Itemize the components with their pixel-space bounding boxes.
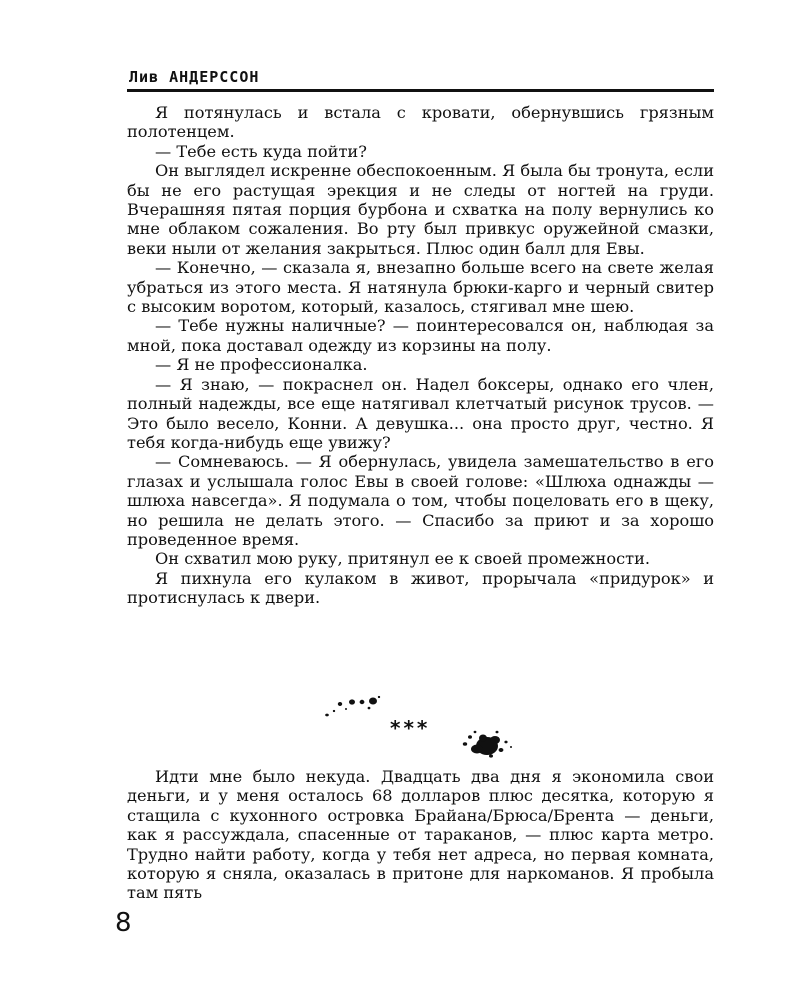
paragraph: — Тебе нужны наличные? — поинтересовался он, наблюдая за мной, пока доставал одежду из корзины на полу. <box>127 316 714 355</box>
paragraph: Я пихнула его кулаком в живот, прорычала «придурок» и протиснулась к двери. <box>127 568 714 608</box>
paragraph: — Конечно, — сказала я, внезапно больше всего на свете желая убраться из этого места. Я натянула брюки-карго и черный свитер с высоким воротом, который, казалось, стягивал мне шею. <box>127 258 714 317</box>
section-stars: *** <box>390 716 431 740</box>
paragraph: Он схватил мою руку, притянул ее к своей промежности. <box>155 549 651 569</box>
running-head: Лив АНДЕРССОН <box>129 68 260 86</box>
paragraph: — Тебе есть куда пойти? <box>155 141 367 161</box>
section-break <box>315 690 515 760</box>
paragraph: Он выглядел искренне обеспокоенным. Я была бы тронута, если бы не его растущая эрекция и не следы от ногтей на груди. Вчерашняя пятая порция бурбона и схватка на полу вернулись ко мне облаком сожаления. Во рту был привкус оружейной смазки, веки ныли от желания закрыться. Плюс один балл для Евы. <box>127 161 714 258</box>
body-text-before-break <box>127 103 714 608</box>
body-text-after-break <box>127 767 714 903</box>
paragraph: Я потянулась и встала с кровати, обернувшись грязным полотенцем. <box>127 103 714 142</box>
header-rule <box>127 89 714 92</box>
paragraph: — Я знаю, — покраснел он. Надел боксеры, однако его член, полный надежды, все еще натягивал клетчатый рисунок трусов. — Это было весело, Конни. А девушка... она просто друг, честно. Я тебя когда-нибудь еще увижу? <box>127 374 714 452</box>
paragraph: — Я не профессионалка. <box>155 355 368 375</box>
paragraph: Идти мне было некуда. Двадцать два дня я экономила свои деньги, и у меня осталось 68 долларов плюс десятка, которую я стащила с кухонного островка Брайана/Брюса/Брента — деньги, как я рассуждала, спасенные от тараканов, — плюс карта метро. Трудно найти работу, когда у тебя нет адреса, но первая комната, которую я сняла, оказалась в притоне для наркоманов. Я пробыла там пять <box>127 767 714 903</box>
paragraph: — Сомневаюсь. — Я обернулась, увидела замешательство в его глазах и услышала голос Евы в своей голове: «Шлюха однажды — шлюха навсегда». Я подумала о том, чтобы поцеловать его в щеку, но решила не делать этого. — Спасибо за приют и за хорошо проведенное время. <box>127 452 714 549</box>
page-number: 8 <box>115 908 132 938</box>
